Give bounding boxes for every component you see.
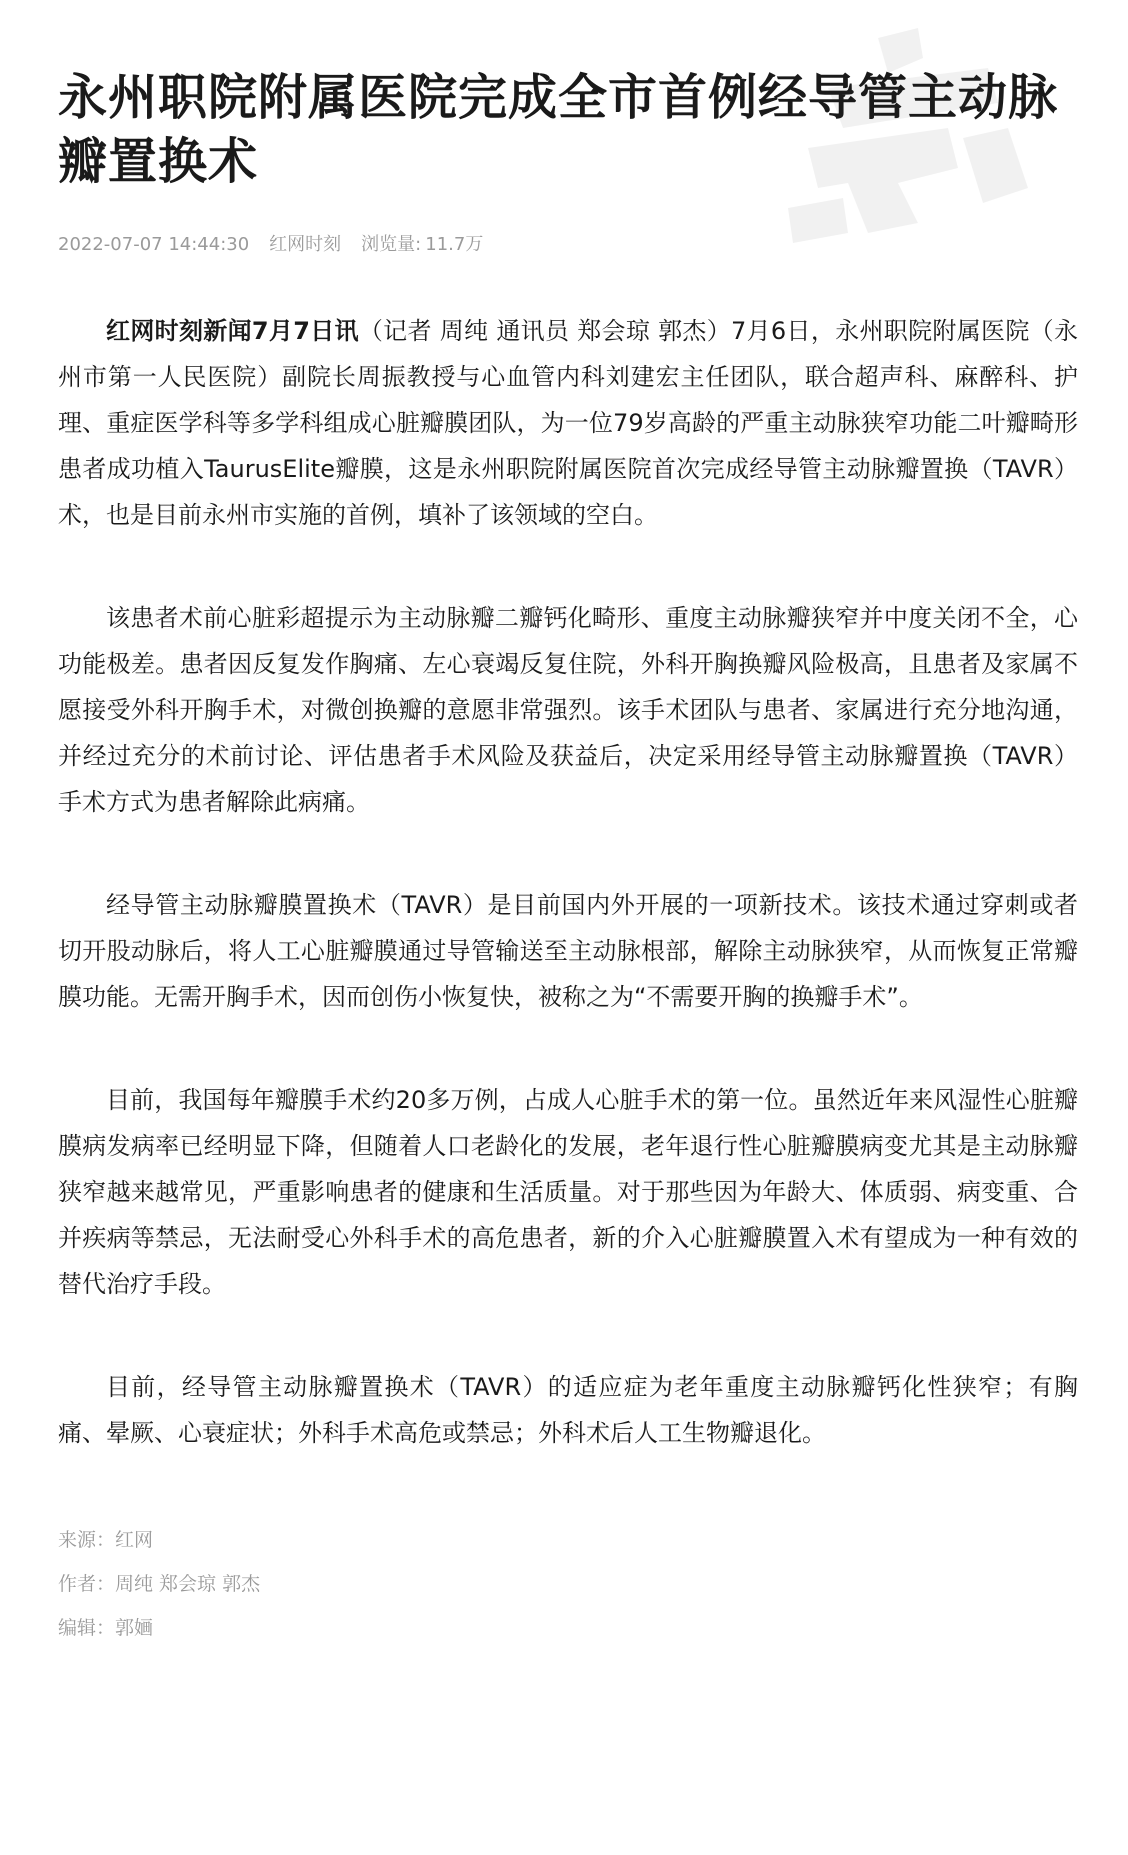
article-footer — [58, 1526, 1078, 1642]
paragraph-text: （记者 周纯 通讯员 郑会琼 郭杰）7月6日，永州职院附属医院（永州市第一人民医院）副院长周振教授与心血管内科刘建宏主任团队，联合超声科、麻醉科、护理、重症医学科等多学科组成心脏瓣膜团队，为一位79岁高龄的严重主动脉狭窄功能二叶瓣畸形患者成功植入TaurusElite瓣膜，这是永州职院附属医院首次完成经导管主动脉瓣置换（TAVR）术，也是目前永州市实施的首例，填补了该领域的空白。 — [58, 317, 1078, 529]
footer-editor: 编辑：郭婳 — [58, 1617, 154, 1639]
view-count — [361, 232, 483, 258]
paragraph-lead: 红网时刻新闻7月7日讯 — [106, 317, 359, 345]
paragraph-text: 目前，经导管主动脉瓣置换术（TAVR）的适应症为老年重度主动脉瓣钙化性狭窄；有胸痛、晕厥、心衰症状；外科手术高危或禁忌；外科术后人工生物瓣退化。 — [58, 1373, 1078, 1447]
article — [58, 0, 1078, 1658]
view-count-value: 11.7万 — [425, 234, 484, 255]
article-title: 永州职院附属医院完成全市首例经导管主动脉瓣置换术 — [58, 69, 1059, 190]
view-count-label: 浏览量: — [361, 234, 422, 255]
article-body — [58, 308, 1078, 1456]
article-paragraph — [58, 595, 1078, 825]
footer-author: 作者：周纯 郑会琼 郭杰 — [58, 1573, 261, 1595]
article-meta — [58, 232, 1078, 258]
paragraph-text: 目前，我国每年瓣膜手术约20多万例，占成人心脏手术的第一位。虽然近年来风湿性心脏瓣膜病发病率已经明显下降，但随着人口老龄化的发展，老年退行性心脏瓣膜病变尤其是主动脉瓣狭窄越来越常见，严重影响患者的健康和生活质量。对于那些因为年龄大、体质弱、病变重、合并疾病等禁忌，无法耐受心外科手术的高危患者，新的介入心脏瓣膜置入术有望成为一种有效的替代治疗手段。 — [58, 1086, 1078, 1298]
paragraph-text: 该患者术前心脏彩超提示为主动脉瓣二瓣钙化畸形、重度主动脉瓣狭窄并中度关闭不全，心功能极差。患者因反复发作胸痛、左心衰竭反复住院，外科开胸换瓣风险极高，且患者及家属不愿接受外科开胸手术，对微创换瓣的意愿非常强烈。该手术团队与患者、家属进行充分地沟通，并经过充分的术前讨论、评估患者手术风险及获益后，决定采用经导管主动脉瓣置换（TAVR）手术方式为患者解除此病痛。 — [58, 604, 1078, 816]
footer-source: 来源：红网 — [58, 1529, 154, 1551]
article-paragraph — [58, 1077, 1078, 1307]
publish-datetime: 2022-07-07 14:44:30 — [58, 234, 250, 255]
article-paragraph — [58, 882, 1078, 1020]
article-paragraph — [58, 1364, 1078, 1456]
publish-source: 红网时刻 — [269, 234, 342, 255]
article-paragraph — [58, 308, 1078, 538]
paragraph-text: 经导管主动脉瓣膜置换术（TAVR）是目前国内外开展的一项新技术。该技术通过穿刺或者切开股动脉后，将人工心脏瓣膜通过导管输送至主动脉根部，解除主动脉狭窄，从而恢复正常瓣膜功能。无需开胸手术，因而创伤小恢复快，被称之为“不需要开胸的换瓣手术”。 — [58, 891, 1078, 1011]
